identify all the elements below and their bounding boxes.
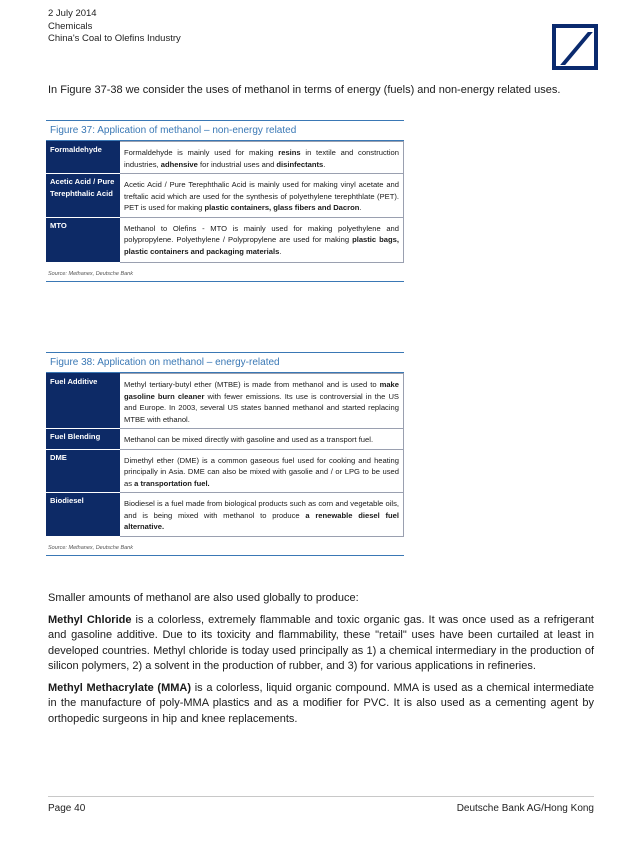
row-label: Fuel Blending [47,429,120,450]
methyl-chloride-paragraph: Methyl Chloride is a colorless, extremely flammable and toxic organic gas. It was once used as a refrigerant and gasoline additive. Due to its toxicity and flammability, these "retail" uses have been curtailed at least in developed countries. Methyl chloride is today used principally as 1) a chemical intermediary in the production of silicon polymers, 2) a solvent in the production of rubber, and 3) for various applications in refineries. [48,613,594,672]
table-row [47,217,404,262]
row-label: MTO [47,217,120,262]
row-label: Formaldehyde [47,142,120,174]
row-label: Acetic Acid / Pure Terephthalic Acid [47,174,120,218]
table-row [47,174,404,218]
row-description: Methanol can be mixed directly with gasoline and used as a transport fuel. [120,429,404,450]
row-description: Formaldehyde is mainly used for making resins in textile and construction industries, adhensive for industrial uses and disinfectants. [120,142,404,174]
table-row [47,374,404,429]
report-sector: Chemicals [48,20,93,32]
row-description: Methyl tertiary-butyl ether (MTBE) is made from methanol and is used to make gasoline burn cleaner with fewer emissions. Its use is controversial in the US and Europe. In 2003, several US states banned methanol and started replacing MTBE with ethanol. [120,374,404,429]
figure-37-source: Source: Methanex, Deutsche Bank [46,263,404,282]
page-number: Page 40 [48,803,86,814]
figure-38-title: Figure 38: Application on methanol – energy-related [46,352,404,373]
footer-company: Deutsche Bank AG/Hong Kong [456,803,594,814]
footer-divider [48,796,594,797]
figure-38 [46,352,404,556]
table-row [47,449,404,493]
intro-paragraph: In Figure 37-38 we consider the uses of methanol in terms of energy (fuels) and non-energy related uses. [48,84,561,96]
figure-37-table [46,141,404,263]
mma-paragraph: Methyl Methacrylate (MMA) is a colorless, liquid organic compound. MMA is used as a chemical intermediate in the manufacture of poly-MMA plastics and as a modifier for PVC. It is also used as a cementing agent by orthopedic surgeons in hip and knee replacements. [48,681,594,725]
row-description: Dimethyl ether (DME) is a common gaseous fuel used for cooking and heating principally in Asia. DME can also be mixed with gasolie and / or LPG to be used as a transportation fuel. [120,449,404,493]
figure-38-table [46,373,404,537]
table-row [47,429,404,450]
row-description: Biodiesel is a fuel made from biological products such as corn and vegetable oils, and is being mixed with methanol to produce a renewable diesel fuel alternative. [120,493,404,537]
report-header [48,8,181,46]
row-label: Fuel Additive [47,374,120,429]
figure-38-source: Source: Methanex, Deutsche Bank [46,537,404,556]
table-row [47,493,404,537]
deutsche-bank-logo-icon [552,24,598,70]
report-date: 2 July 2014 [48,8,97,19]
lead-paragraph: Smaller amounts of methanol are also used globally to produce: [48,592,359,604]
figure-37 [46,120,404,282]
table-row [47,142,404,174]
report-title: China's Coal to Olefins Industry [48,33,181,44]
figure-37-title: Figure 37: Application of methanol – non-energy related [46,120,404,141]
row-description: Acetic Acid / Pure Terephthalic Acid is mainly used for making vinyl acetate and treftalic acid which are used for the synthesis of polyethylene terephthlate (PET). PET is used for making plastic containers, glass fibers and Dacron. [120,174,404,218]
row-label: Biodiesel [47,493,120,537]
body-text [48,591,594,733]
row-description: Methanol to Olefins - MTO is mainly used for making polyethylene and polypropylene. Polyethylene / Polypropylene are used for making plastic bags, plastic containers and packaging materials. [120,217,404,262]
row-label: DME [47,449,120,493]
